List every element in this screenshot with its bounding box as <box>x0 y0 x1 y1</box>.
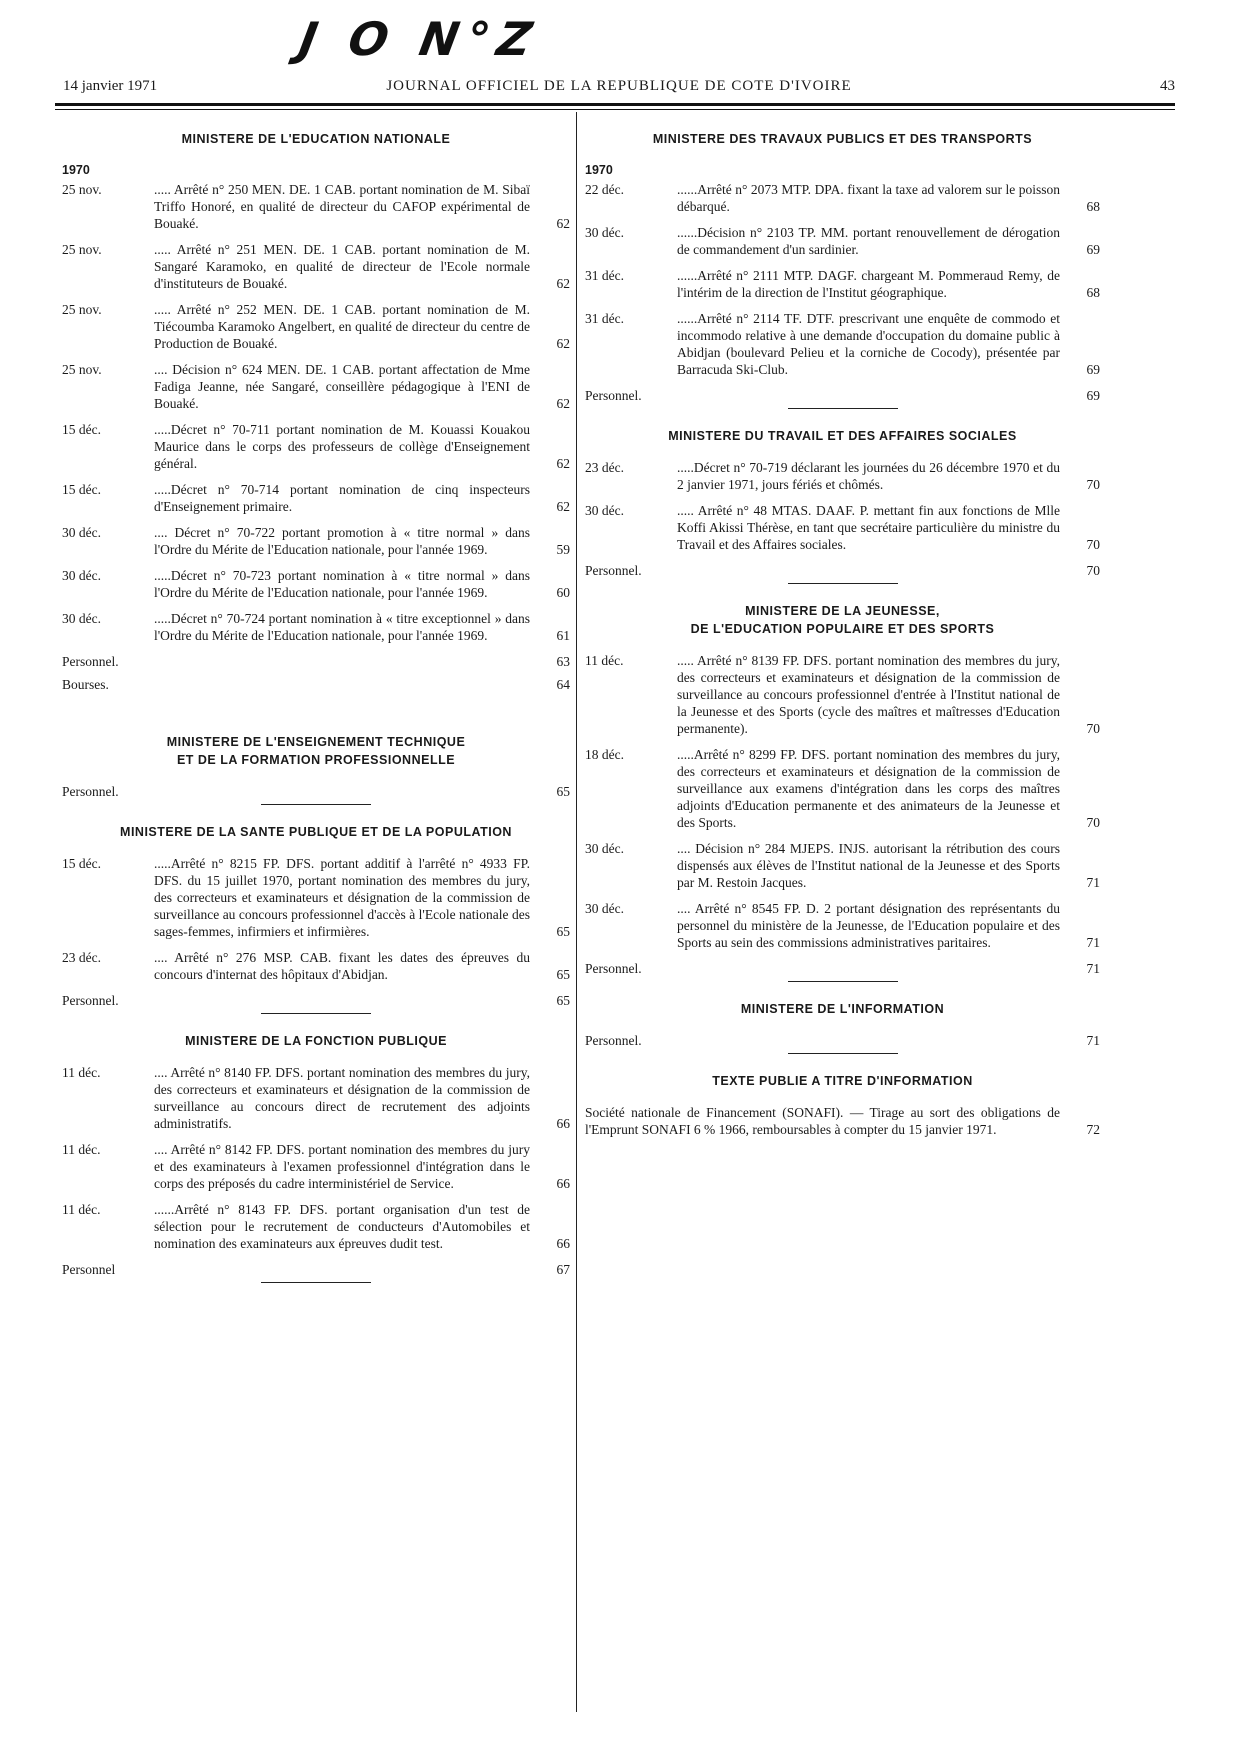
list-item <box>62 481 570 515</box>
entry-date: 25 nov. <box>62 302 102 317</box>
entry-page: 62 <box>556 456 570 471</box>
section-enseignement-technique <box>62 733 570 769</box>
entry-date: 23 déc. <box>62 950 101 965</box>
year-label: 1970 <box>585 163 613 177</box>
separator <box>788 1053 898 1054</box>
entry-page: 69 <box>1086 242 1100 257</box>
entry-text: .... Décision n° 624 MEN. DE. 1 CAB. portant affectation de Mme Fadiga Jeanne, née Sangaré, conseillère pédagogique à l'ENI de Bouaké. <box>154 362 530 411</box>
entry-text: ......Décision n° 2103 TP. MM. portant renouvellement de dérogation de commandement d'un sardinier. <box>677 225 1060 257</box>
section-heading-line2: ET DE LA FORMATION PROFESSIONNELLE <box>176 753 456 767</box>
journal-title: JOURNAL OFFICIEL DE LA REPUBLIQUE DE COTE D'IVOIRE <box>386 78 852 94</box>
personnel-line: Personnel 67 <box>62 1262 570 1277</box>
section-heading: MINISTERE DE L'ENSEIGNEMENT TECHNIQUE <box>166 735 466 749</box>
entry-page: 72 <box>1086 1122 1100 1137</box>
entry-page: 71 <box>1086 875 1100 890</box>
section-heading: MINISTERE DE L'EDUCATION NATIONALE <box>181 132 451 146</box>
entry-date: 18 déc. <box>585 747 624 762</box>
entry-page: 69 <box>1086 362 1100 377</box>
list-item <box>585 900 1100 951</box>
list-item <box>585 310 1100 378</box>
section-sante-publique <box>62 823 570 841</box>
entry-date: 25 nov. <box>62 182 102 197</box>
entry-text: ..... Arrêté n° 8139 FP. DFS. portant nomination des membres du jury, des correcteurs et examinateurs et désignation de la commission de surveillance au concours professionnel d'entrée à l'Institut national de la Jeunesse et des Sports (cycle des maîtres et maîtresses d'Education permanente). <box>677 653 1060 736</box>
entry-date: 11 déc. <box>585 653 624 668</box>
list-item <box>62 361 570 412</box>
section-education-nationale <box>62 130 570 148</box>
entry-text: ..... Arrêté n° 250 MEN. DE. 1 CAB. portant nomination de M. Sibaï Triffo Honoré, en qualité de directeur du CAFOP expérimental de Bouaké. <box>154 182 530 231</box>
entry-date: 30 déc. <box>62 525 101 540</box>
section-fonction-publique <box>62 1032 570 1050</box>
header-date: 14 janvier 1971 <box>63 78 158 94</box>
entry-text: ......Arrêté n° 8143 FP. DFS. portant organisation d'un test de sélection pour le recrutement de conducteurs d'Automobiles et nomination des examinateurs aux épreuves dudit test. <box>154 1202 530 1251</box>
entry-text: .....Arrêté n° 8215 FP. DFS. portant additif à l'arrêté n° 4933 FP. DFS. du 15 juillet 1970, portant nomination des membres du jury, des correcteurs et examinateurs et désignation de la commission de surveillance au concours professionnel d'accès à l'Ecole nationale des sages-femmes, infirmiers et infirmières. <box>154 856 530 939</box>
personnel-line: Personnel. 70 <box>585 563 1100 578</box>
page-header <box>55 78 1183 100</box>
entry-date: 23 déc. <box>585 460 624 475</box>
entry-page: 70 <box>1086 537 1100 552</box>
list-item <box>62 1201 570 1252</box>
entry-text: ..... Arrêté n° 48 MTAS. DAAF. P. mettant fin aux fonctions de Mlle Koffi Akissi Thérèse, en tant que secrétaire particulière du ministre du Travail et des Affaires sociales. <box>677 503 1060 552</box>
list-item <box>62 610 570 644</box>
list-item <box>62 301 570 352</box>
section-heading: MINISTERE DE L'INFORMATION <box>740 1002 945 1016</box>
personnel-line: Personnel. 65 <box>62 784 570 799</box>
entry-page: 62 <box>556 216 570 231</box>
entry-text: .....Décret n° 70-719 déclarant les journées du 26 décembre 1970 et du 2 janvier 1971, jours fériés et chômés. <box>677 460 1060 492</box>
entry-text: .... Arrêté n° 276 MSP. CAB. fixant les dates des épreuves du concours d'internat des hôpitaux d'Abidjan. <box>154 950 530 982</box>
entry-date: 30 déc. <box>585 901 624 916</box>
entry-page: 62 <box>556 276 570 291</box>
handwritten-annotation: J O N°Z <box>295 12 544 66</box>
entry-text: ......Arrêté n° 2114 TF. DTF. prescrivant une enquête de commodo et incommodo relative à une demande d'occupation du domaine public à Abidjan (boulevard Pelieu et la corniche de Cocody), présentée par Barracuda Ski-Club. <box>677 311 1060 377</box>
separator <box>788 583 898 584</box>
list-item <box>62 241 570 292</box>
section-information <box>585 1000 1100 1018</box>
entry-text: .....Arrêté n° 8299 FP. DFS. portant nomination des membres du jury, des correcteurs et examinateurs et désignation de la commission de surveillance aux examens d'intégration dans les corps des maîtres adjoints d'Education permanente et des animateurs de la Jeunesse et des Sports. <box>677 747 1060 830</box>
entry-date: 11 déc. <box>62 1065 101 1080</box>
entry-date: 30 déc. <box>585 503 624 518</box>
entry-date: 25 nov. <box>62 242 102 257</box>
entry-page: 68 <box>1086 285 1100 300</box>
list-item <box>585 840 1100 891</box>
right-column <box>585 130 1100 1147</box>
personnel-line: Personnel. 63 <box>62 654 570 669</box>
year-label: 1970 <box>62 163 90 177</box>
entry-date: 30 déc. <box>62 611 101 626</box>
entry-text: .....Décret n° 70-714 portant nomination de cinq inspecteurs d'Enseignement primaire. <box>154 482 530 514</box>
list-item <box>585 224 1100 258</box>
entry-page: 66 <box>556 1236 570 1251</box>
entry-date: 11 déc. <box>62 1202 101 1217</box>
section-heading: MINISTERE DES TRAVAUX PUBLICS ET DES TRANSPORTS <box>652 132 1033 146</box>
personnel-line: Personnel. 69 <box>585 388 1100 403</box>
separator <box>788 408 898 409</box>
entry-text: Société nationale de Financement (SONAFI). — Tirage au sort des obligations de l'Emprunt SONAFI 6 % 1966, remboursables à compter du 15 janvier 1971. <box>585 1105 1060 1137</box>
entry-page: 62 <box>556 396 570 411</box>
separator <box>261 804 371 805</box>
entry-date: 30 déc. <box>585 225 624 240</box>
entry-page: 68 <box>1086 199 1100 214</box>
list-item <box>585 1104 1100 1138</box>
entry-list <box>62 181 570 644</box>
list-item <box>62 1064 570 1132</box>
entry-page: 66 <box>556 1176 570 1191</box>
separator <box>788 981 898 982</box>
list-item <box>585 267 1100 301</box>
entry-text: .... Arrêté n° 8545 FP. D. 2 portant désignation des représentants du personnel du ministère de la Jeunesse, de l'Education populaire et des Sports au sein des commissions administratives paritaires. <box>677 901 1060 950</box>
entry-page: 71 <box>1086 935 1100 950</box>
section-travaux-publics <box>585 130 1100 148</box>
list-item <box>585 502 1100 553</box>
personnel-line: Personnel. 71 <box>585 961 1100 976</box>
page-number: 43 <box>1160 78 1175 94</box>
entry-text: ..... Arrêté n° 252 MEN. DE. 1 CAB. portant nomination de M. Tiécoumba Karamoko Angelbert, en qualité de directeur du centre de Production de Bouaké. <box>154 302 530 351</box>
entry-text: ..... Arrêté n° 251 MEN. DE. 1 CAB. portant nomination de M. Sangaré Karamoko, en qualité de directeur de l'Ecole normale d'instituteurs de Bouaké. <box>154 242 530 291</box>
entry-date: 25 nov. <box>62 362 102 377</box>
entry-date: 11 déc. <box>62 1142 101 1157</box>
header-rule-thick <box>55 103 1175 106</box>
personnel-line: Personnel. 65 <box>62 993 570 1008</box>
entry-page: 61 <box>556 628 570 643</box>
entry-page: 70 <box>1086 815 1100 830</box>
entry-date: 30 déc. <box>62 568 101 583</box>
entry-date: 31 déc. <box>585 311 624 326</box>
section-heading: MINISTERE DE LA SANTE PUBLIQUE ET DE LA POPULATION <box>120 825 512 839</box>
section-jeunesse-sports <box>585 602 1100 638</box>
entry-date: 15 déc. <box>62 422 101 437</box>
entry-text: .....Décret n° 70-711 portant nomination de M. Kouassi Kouakou Maurice dans le corps des professeurs de collège d'Enseignement général. <box>154 422 530 471</box>
entry-page: 62 <box>556 336 570 351</box>
entry-page: 59 <box>556 542 570 557</box>
list-item <box>62 421 570 472</box>
entry-page: 65 <box>556 967 570 982</box>
list-item <box>62 524 570 558</box>
section-travail-affaires-sociales <box>585 427 1100 445</box>
entry-text: .... Arrêté n° 8140 FP. DFS. portant nomination des membres du jury, des correcteurs et examinateurs et désignation de la commission de surveillance au concours direct de recrutement des adjoints administratifs. <box>154 1065 530 1131</box>
entry-page: 70 <box>1086 721 1100 736</box>
list-item <box>585 459 1100 493</box>
separator <box>261 1282 371 1283</box>
list-item <box>585 181 1100 215</box>
list-item <box>585 652 1100 737</box>
column-divider <box>576 112 577 1712</box>
entry-date: 30 déc. <box>585 841 624 856</box>
left-column <box>62 130 570 1301</box>
section-heading: MINISTERE DU TRAVAIL ET DES AFFAIRES SOCIALES <box>668 429 1017 443</box>
list-item <box>585 746 1100 831</box>
list-item <box>62 567 570 601</box>
entry-text: .....Décret n° 70-724 portant nomination à « titre exceptionnel » dans l'Ordre du Mérite de l'Education nationale, pour l'année 1969. <box>154 611 530 643</box>
entry-date: 15 déc. <box>62 856 101 871</box>
entry-text: .... Arrêté n° 8142 FP. DFS. portant nomination des membres du jury et des examinateurs à l'examen professionnel d'intégration dans le corps des préposés du cadre interministériel de Service. <box>154 1142 530 1191</box>
entry-text: ......Arrêté n° 2073 MTP. DPA. fixant la taxe ad valorem sur le poisson débarqué. <box>677 182 1060 214</box>
entry-text: .....Décret n° 70-723 portant nomination à « titre normal » dans l'Ordre du Mérite de l'Education nationale, pour l'année 1969. <box>154 568 530 600</box>
section-texte-publie <box>585 1072 1100 1090</box>
entry-text: .... Décret n° 70-722 portant promotion à « titre normal » dans l'Ordre du Mérite de l'Education nationale, pour l'année 1969. <box>154 525 530 557</box>
list-item <box>62 949 570 983</box>
separator <box>261 1013 371 1014</box>
entry-page: 60 <box>556 585 570 600</box>
header-rule-thin <box>55 109 1175 110</box>
entry-date: 31 déc. <box>585 268 624 283</box>
entry-page: 62 <box>556 499 570 514</box>
bourses-line: Bourses. 64 <box>62 677 570 692</box>
list-item <box>62 855 570 940</box>
personnel-line: Personnel. 71 <box>585 1033 1100 1048</box>
entry-page: 65 <box>556 924 570 939</box>
entry-page: 66 <box>556 1116 570 1131</box>
entry-text: ......Arrêté n° 2111 MTP. DAGF. chargeant M. Pommeraud Remy, de l'intérim de la direction de l'Institut géographique. <box>677 268 1060 300</box>
entry-page: 70 <box>1086 477 1100 492</box>
entry-text: .... Décision n° 284 MJEPS. INJS. autorisant la rétribution des cours dispensés aux élèves de l'Institut national de la Jeunesse et des Sports par M. Restoin Jacques. <box>677 841 1060 890</box>
section-heading-line2: DE L'EDUCATION POPULAIRE ET DES SPORTS <box>690 622 995 636</box>
section-heading: TEXTE PUBLIE A TITRE D'INFORMATION <box>712 1074 973 1088</box>
list-item <box>62 1141 570 1192</box>
entry-date: 15 déc. <box>62 482 101 497</box>
section-heading: MINISTERE DE LA JEUNESSE, <box>745 604 940 618</box>
section-heading: MINISTERE DE LA FONCTION PUBLIQUE <box>185 1034 447 1048</box>
entry-date: 22 déc. <box>585 182 624 197</box>
list-item <box>62 181 570 232</box>
